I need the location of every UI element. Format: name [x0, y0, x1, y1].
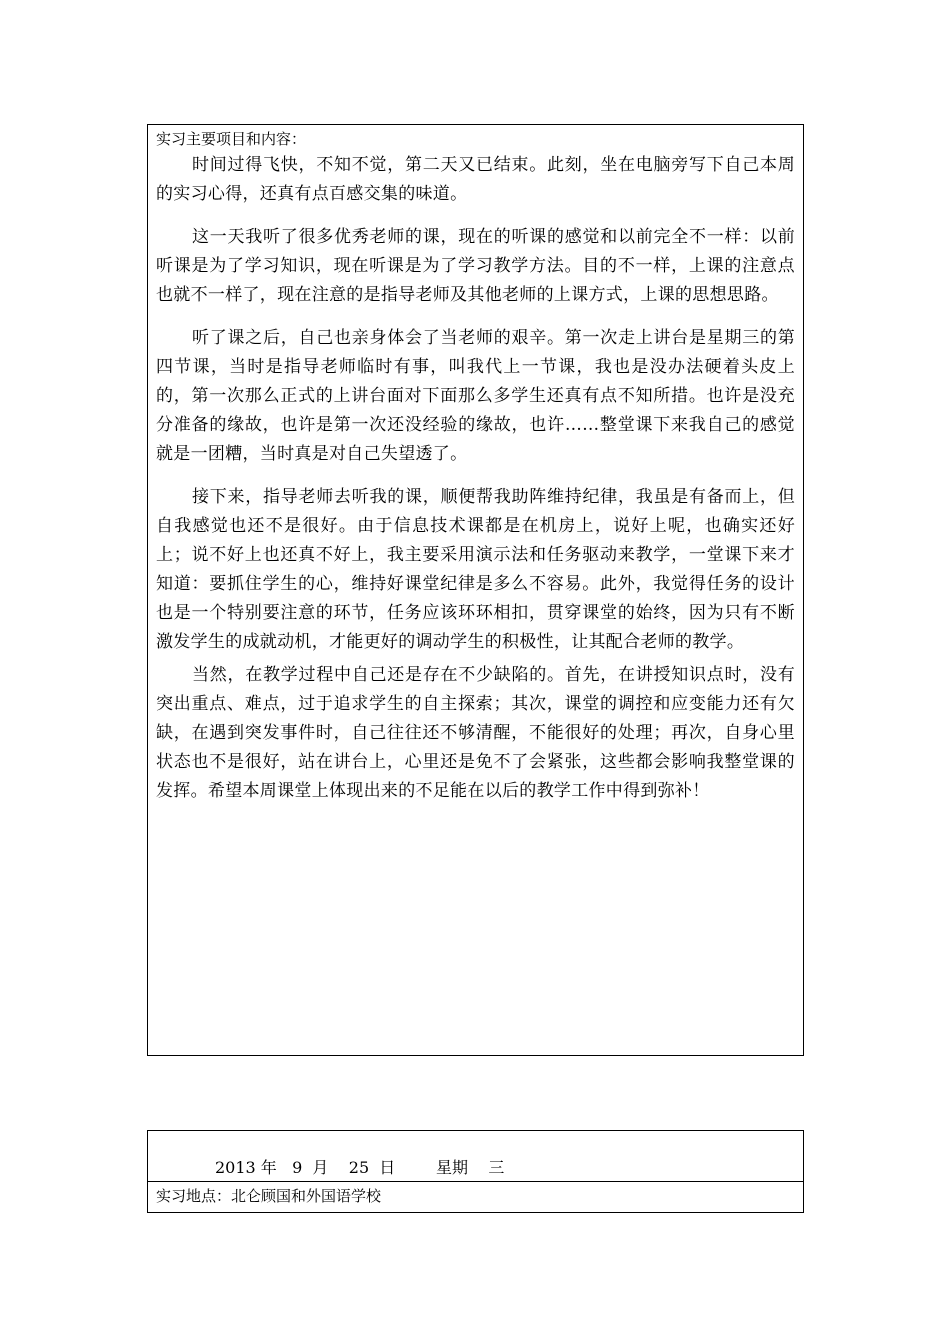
internship-content-box	[147, 124, 804, 1056]
paragraph-5: 当然，在教学过程中自己还是存在不少缺陷的。首先，在讲授知识点时，没有突出重点、难点，过于追求学生的自主探索；其次，课堂的调控和应变能力还有欠缺，在遇到突发事件时，自己往往还不够清醒，不能很好的处理；再次，自身心里状态也不是很好，站在讲台上，心里还是免不了会紧张，这些都会影响我整堂课的发挥。希望本周课堂上体现出来的不足能在以后的教学工作中得到弥补！	[156, 665, 795, 801]
section-label: 实习主要项目和内容：	[156, 130, 307, 148]
location-text: 实习地点：北仑顾国和外国语学校	[156, 1187, 382, 1205]
date-row	[148, 1131, 803, 1182]
paragraph-3: 听了课之后，自己也亲身体会了当老师的艰辛。第一次走上讲台是星期三的第四节课，当时是指导老师临时有事，叫我代上一节课，我也是没办法硬着头皮上的，第一次那么正式的上讲台面对下面那么多学生还真有点不知所措。也许是没充分准备的缘故，也许是第一次还没经验的缘故，也许……整堂课下来我自己的感觉就是一团糟，当时真是对自己失望透了。	[156, 328, 795, 464]
paragraph-4: 接下来，指导老师去听我的课，顺便帮我助阵维持纪律，我虽是有备而上，但自我感觉也还不是很好。由于信息技术课都是在机房上，说好上呢，也确实还好上；说不好上也还真不好上，我主要采用演示法和任务驱动来教学，一堂课下来才知道：要抓住学生的心，维持好课堂纪律是多么不容易。此外，我觉得任务的设计也是一个特别要注意的环节，任务应该环环相扣，贯穿课堂的始终，因为只有不断激发学生的成就动机，才能更好的调动学生的积极性，让其配合老师的教学。	[156, 487, 795, 652]
paragraph-1: 时间过得飞快，不知不觉，第二天又已结束。此刻，坐在电脑旁写下自己本周的实习心得，还真有点百感交集的味道。	[156, 155, 795, 204]
date-text: 2013 年 9 月 25 日 星期 三	[215, 1158, 505, 1177]
record-info-box	[147, 1130, 804, 1213]
paragraph-2: 这一天我听了很多优秀老师的课，现在的听课的感觉和以前完全不一样：以前听课是为了学习知识，现在听课是为了学习教学方法。目的不一样，上课的注意点也就不一样了，现在注意的是指导老师及其他老师的上课方式，上课的思想思路。	[156, 227, 795, 305]
